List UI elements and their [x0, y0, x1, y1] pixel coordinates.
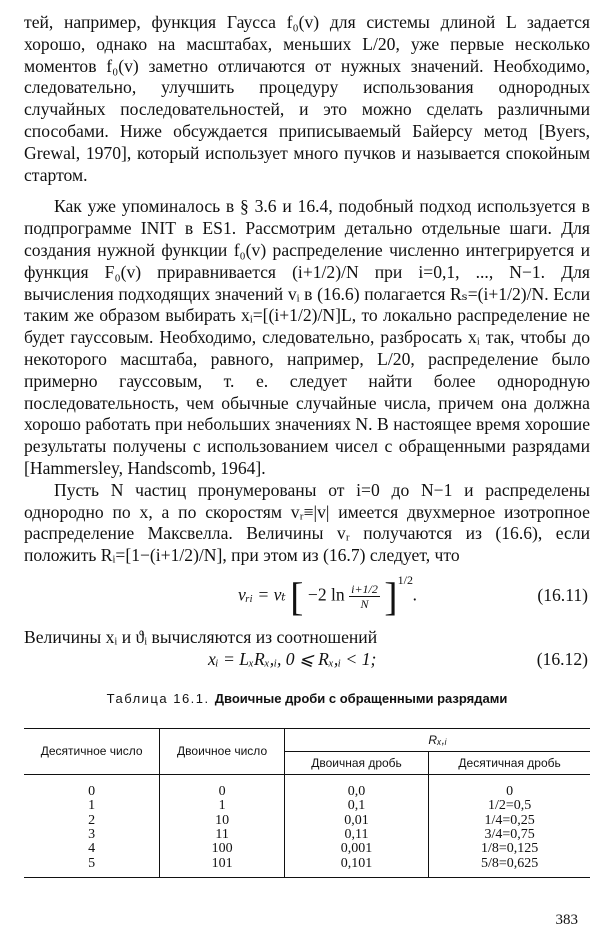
table-cell: 0,01 — [284, 814, 428, 828]
eq1-power: 1/2 — [397, 572, 413, 587]
header-binary-fraction: Двоичная дробь — [284, 751, 428, 774]
table-cell: 0,0 — [284, 774, 428, 799]
table-row — [24, 857, 590, 878]
table-cell: 0,1 — [284, 799, 428, 813]
table-cell: 1/4=0,25 — [429, 814, 590, 828]
header-rx: Rₓ,ᵢ — [284, 728, 590, 751]
equation-16-11-number: (16.11) — [537, 584, 588, 605]
table-cell: 101 — [160, 857, 285, 878]
eq1-inner: −2 ln — [307, 584, 345, 605]
table-cell: 0,11 — [284, 828, 428, 842]
eq1-frac-den: N — [360, 596, 369, 611]
paragraph-2: Как уже упоминалось в § 3.6 и 16.4, подобный подход используется в подпрограмме INIT в ES1. Рассмотрим детально отдельные шаги. Для создания нужной функции f₀(v) распределение численно интегрируется и функция F₀(v) приравнивается (i+1/2)/N при i=0,1, ..., N−1. Для вычисления подходящих значений vᵢ в (16.6) полагается Rₛ=(i+1/2)/N. Если таким же образом выбирать xᵢ=[(i+1/2)/N]L, то локально распределение не будет гауссовым. Необходимо, следовательно, разбросать xᵢ так, чтобы до некоторого масштаба, равного, например, L/20, распределение было примерно гауссовым, т. е. следует найти более однородную последовательность, чем обычные случайные числа, причем она должна хорошо работать при небольших значениях N. В настоящее время хорошие результаты получены с использованием чисел с обращенными разрядами [Hammersley, Handscomb, 1964]. — [24, 196, 590, 478]
page-number: 383 — [555, 912, 578, 928]
header-binary-number: Двоичное число — [160, 728, 285, 774]
table-cell: 1/8=0,125 — [429, 842, 590, 856]
table-cell: 100 — [160, 842, 285, 856]
table-row — [24, 814, 590, 828]
header-decimal-fraction: Десятичная дробь — [429, 751, 590, 774]
equation-16-12-formula: xᵢ = LₓRₓ,ᵢ, 0 ⩽ Rₓ,ᵢ < 1; — [208, 648, 377, 669]
table-cell: 1 — [88, 798, 96, 814]
table-cell: 0 — [160, 774, 285, 799]
table-cell: 0,001 — [284, 842, 428, 856]
table-cell: 1 — [160, 799, 285, 813]
table-cell: 2 — [88, 812, 96, 828]
equation-16-11 — [24, 567, 590, 625]
paragraph-1: тей, например, функция Гаусса f₀(v) для системы длиной L задается хорошо, однако на масштабах, меньших L/20, уже первые несколько моментов f₀(v) заметно отличаются от нужных значений. Необходимо, следовательно, улучшить процедуру использования однородных случайных последовательностей, и это можно сделать различными способами. Ниже обсуждается приписываемый Байерсу метод [Byers, Grewal, 1970], который использует много пучков и называется спокойным стартом. — [24, 12, 590, 185]
table-row — [24, 828, 590, 842]
equation-16-11-formula: vᵣᵢ = vₜ [ −2 ln $\frac{i+1/2}{N}$ ]$^{1/2}$. — [238, 572, 418, 619]
table-cell: 10 — [160, 814, 285, 828]
table-cell: 0 — [88, 783, 96, 799]
table-caption-title: Двоичные дроби с обращенными разрядами — [214, 690, 508, 706]
table-cell: 4 — [88, 841, 96, 857]
eq1-lhs: vᵣᵢ = vₜ — [238, 584, 286, 605]
paragraph-4: Величины xᵢ и ϑᵢ вычисляются из соотношений — [24, 626, 378, 647]
table-body — [24, 774, 590, 877]
eq1-frac-num: i+1/2 — [351, 581, 378, 596]
table-cell: 3/4=0,75 — [429, 828, 590, 842]
eq1-tail: . — [412, 584, 418, 605]
equation-16-12 — [24, 649, 590, 673]
paragraph-3: Пусть N частиц пронумерованы от i=0 до N−1 и распределены однородно по x, а по скоростям vᵣ≡|v| имеется двухмерное изотропное распределение Максвелла. Величины vᵣ получаются из (16.6), если положить Rᵢ=[1−(i+1/2)/N], при этом из (16.7) следует, что — [24, 479, 590, 566]
table-cell: 5 — [88, 855, 96, 871]
table-cell: 0 — [429, 774, 590, 799]
table-row — [24, 842, 590, 856]
table-cell: 0,101 — [284, 857, 428, 878]
equation-16-12-number: (16.12) — [536, 648, 588, 669]
eq1-fraction — [349, 582, 380, 611]
binary-fraction-table — [24, 728, 590, 878]
table-cell: 11 — [160, 828, 285, 842]
table-cell: 1/2=0,5 — [429, 799, 590, 813]
table-cell: 5/8=0,625 — [429, 857, 590, 878]
table-row — [24, 799, 590, 813]
table-row — [24, 774, 590, 799]
table-cell: 3 — [88, 826, 96, 842]
table-caption — [24, 691, 590, 706]
table-caption-prefix: Таблица 16.1. — [106, 690, 210, 706]
page-body — [24, 12, 590, 878]
header-decimal-number: Десятичное число — [24, 728, 160, 774]
